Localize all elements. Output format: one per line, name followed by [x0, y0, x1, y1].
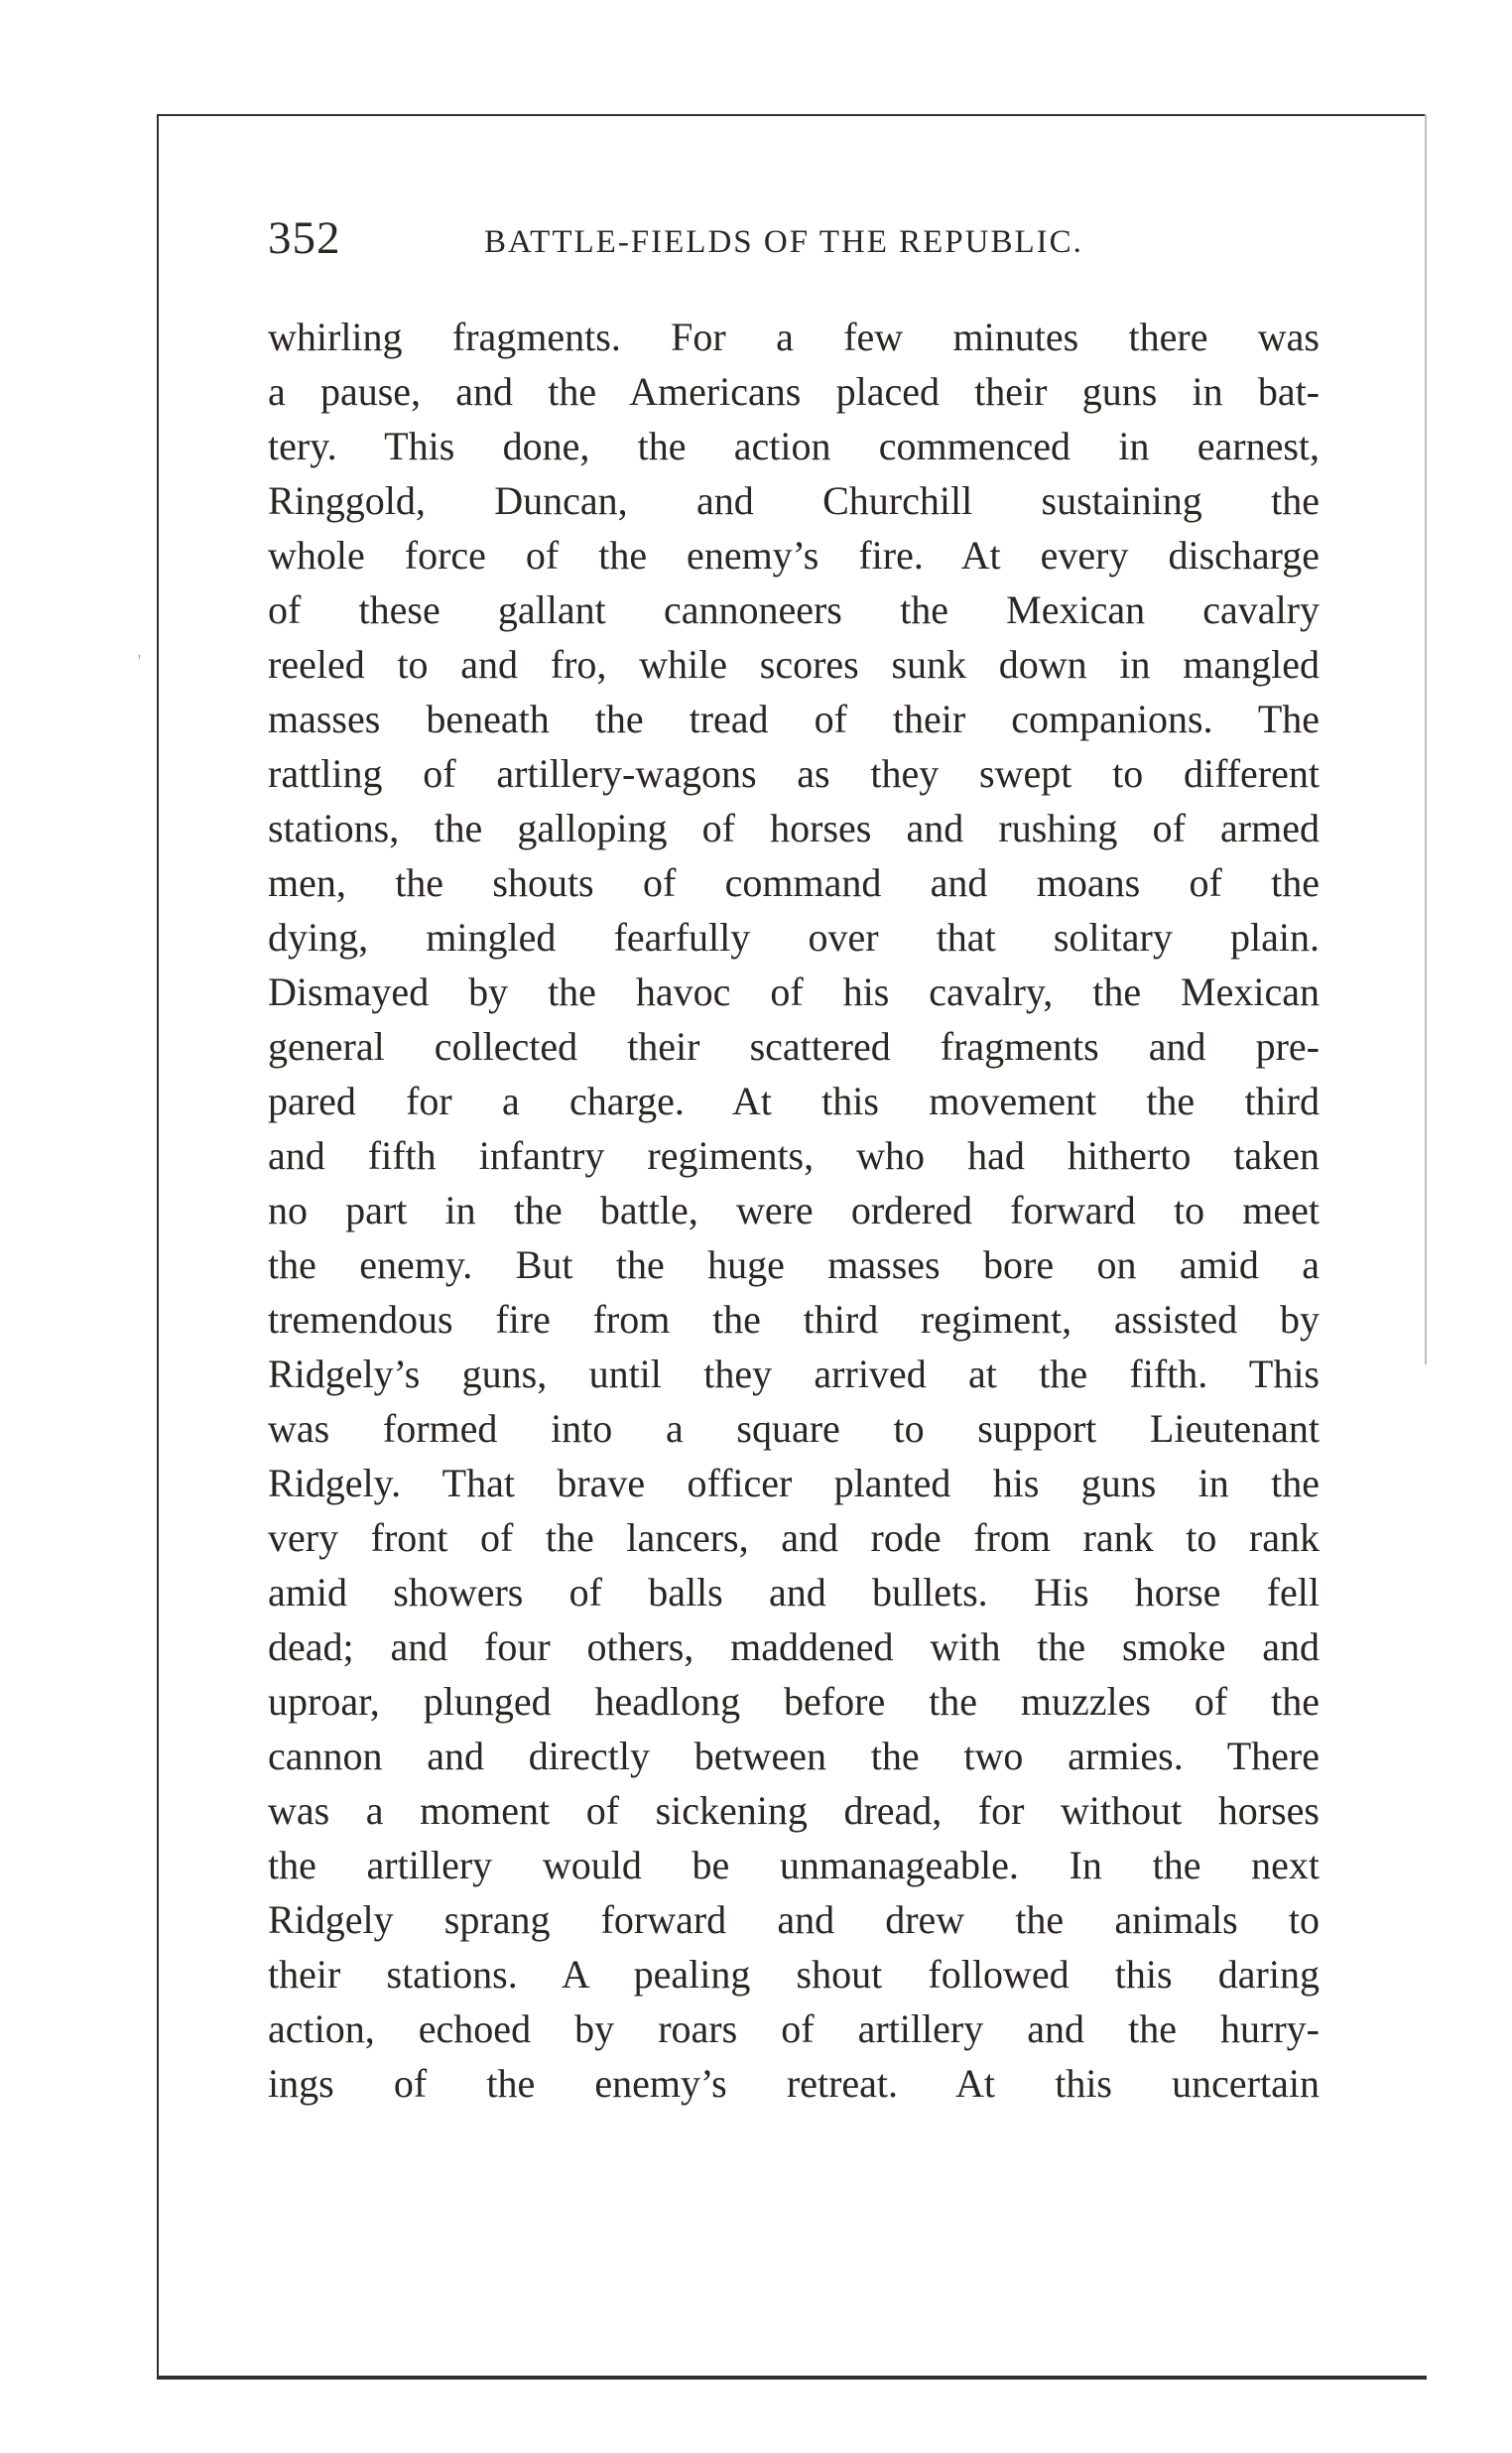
text-line: Ridgely sprang forward and drew the animals to — [268, 1897, 1320, 1942]
text-line: Ridgely’s guns, until they arrived at the fifth. This — [268, 1352, 1320, 1396]
text-line: their stations. A pealing shout followed this daring — [268, 1952, 1320, 1997]
text-line: a pause, and the Americans placed their guns in bat- — [268, 369, 1320, 414]
body-text — [268, 310, 1320, 2111]
page-border-right — [1425, 114, 1427, 1364]
text-line: amid showers of balls and bullets. His horse fell — [268, 1570, 1320, 1614]
text-line: Ridgely. That brave officer planted his guns in the — [268, 1461, 1320, 1505]
text-line: Ringgold, Duncan, and Churchill sustaining the — [268, 478, 1320, 523]
text-line: general collected their scattered fragments and pre- — [268, 1024, 1320, 1069]
text-line: men, the shouts of command and moans of the — [268, 860, 1320, 905]
running-head: BATTLE-FIELDS OF THE REPUBLIC. — [484, 224, 1083, 260]
text-line: dead; and four others, maddened with the smoke and — [268, 1624, 1320, 1669]
text-line: cannon and directly between the two armies. There — [268, 1734, 1320, 1778]
text-line: masses beneath the tread of their companions. The — [268, 697, 1320, 741]
text-line: uproar, plunged headlong before the muzzles of the — [268, 1679, 1320, 1724]
text-line: ings of the enemy’s retreat. At this uncertain — [268, 2061, 1320, 2106]
text-line: was formed into a square to support Lieutenant — [268, 1406, 1320, 1451]
text-line: was a moment of sickening dread, for without horses — [268, 1788, 1320, 1833]
text-line: tremendous fire from the third regiment, assisted by — [268, 1297, 1320, 1342]
margin-mark: ' — [138, 651, 142, 671]
text-line: whirling fragments. For a few minutes there was — [268, 315, 1320, 359]
text-line: dying, mingled fearfully over that solitary plain. — [268, 915, 1320, 960]
text-line: rattling of artillery-wagons as they swept to different — [268, 751, 1320, 796]
text-line: and fifth infantry regiments, who had hitherto taken — [268, 1133, 1320, 1178]
text-line: action, echoed by roars of artillery and the hurry- — [268, 2006, 1320, 2051]
text-line: pared for a charge. At this movement the third — [268, 1079, 1320, 1123]
text-line: no part in the battle, were ordered forward to meet — [268, 1188, 1320, 1232]
text-line: tery. This done, the action commenced in earnest, — [268, 424, 1320, 468]
text-line: reeled to and fro, while scores sunk down in mangled — [268, 642, 1320, 687]
text-line: whole force of the enemy’s fire. At every discharge — [268, 533, 1320, 578]
text-line: very front of the lancers, and rode from rank to rank — [268, 1515, 1320, 1560]
page-header — [268, 208, 1320, 268]
text-line: of these gallant cannoneers the Mexican cavalry — [268, 587, 1320, 632]
page-number: 352 — [268, 212, 341, 264]
text-line: the artillery would be unmanageable. In the next — [268, 1843, 1320, 1887]
text-line: the enemy. But the huge masses bore on amid a — [268, 1242, 1320, 1287]
text-line: Dismayed by the havoc of his cavalry, the Mexican — [268, 969, 1320, 1014]
text-line: stations, the galloping of horses and rushing of armed — [268, 806, 1320, 850]
